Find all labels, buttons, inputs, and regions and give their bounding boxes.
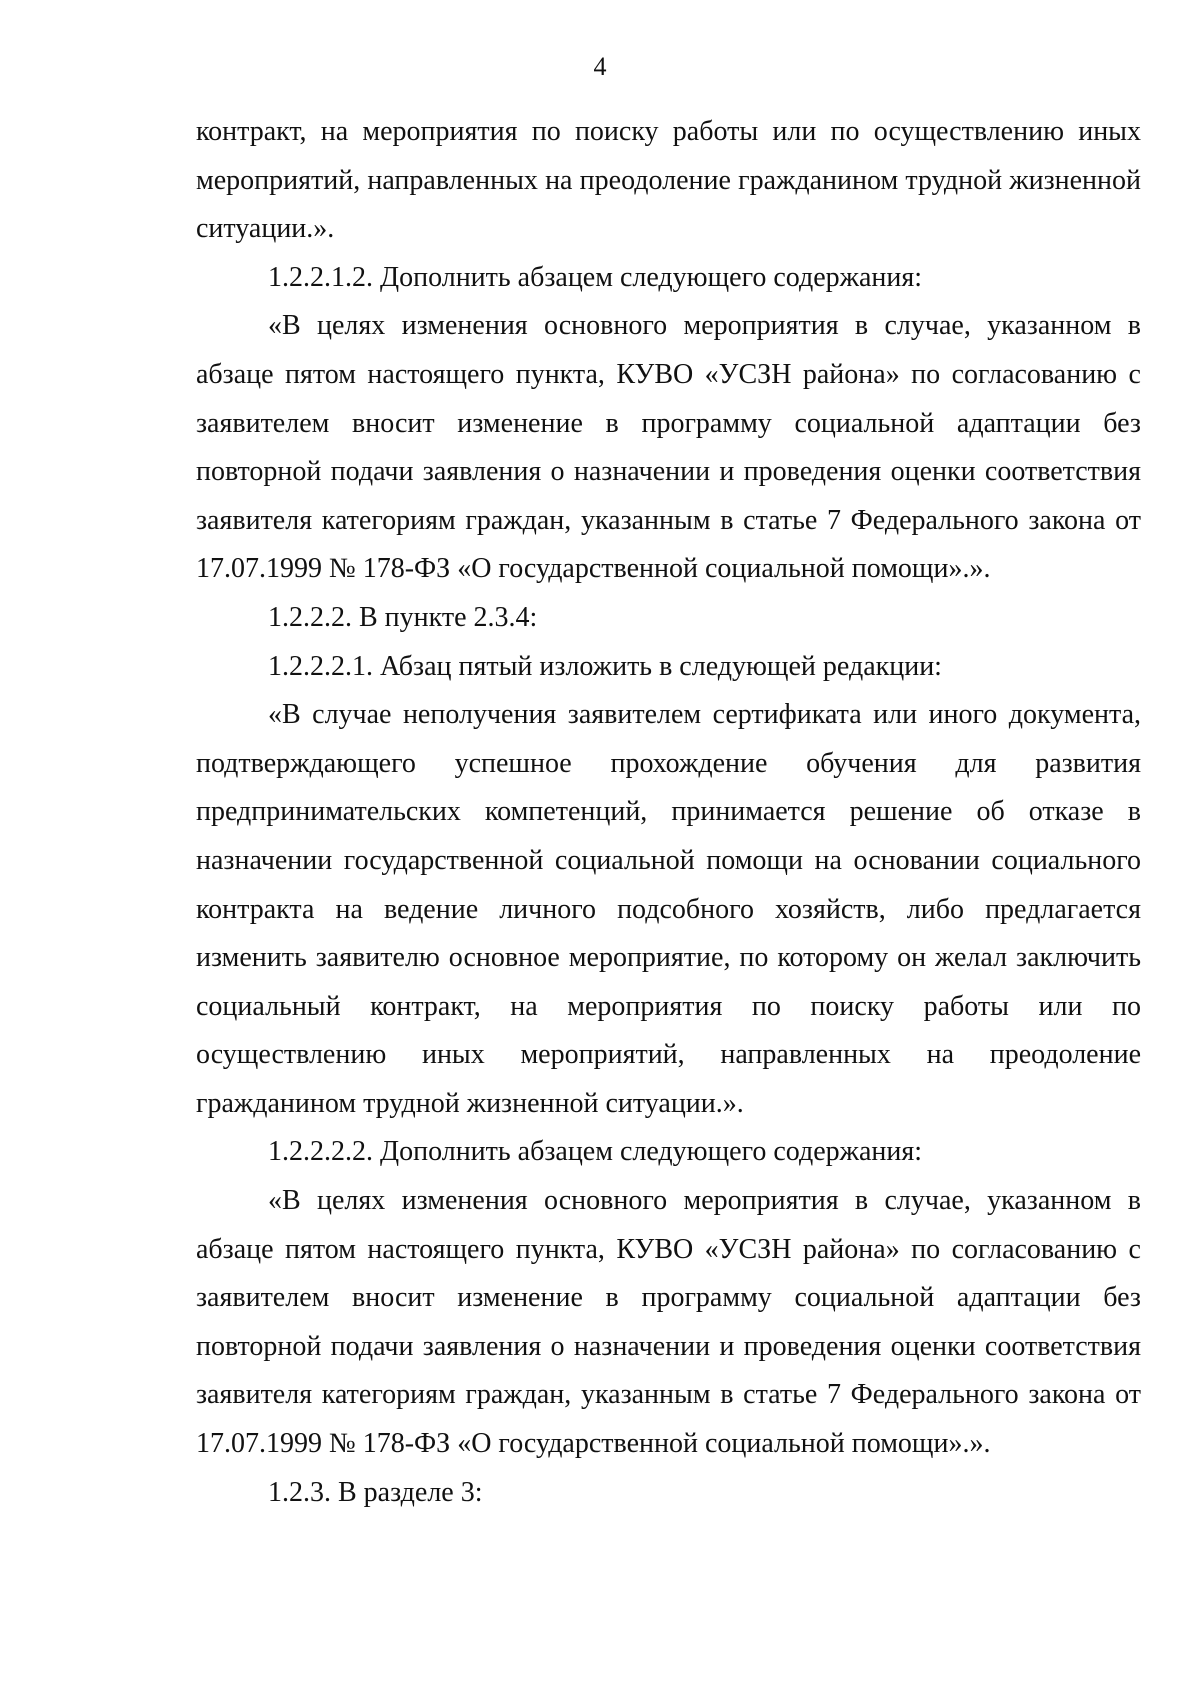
paragraph-new-edition-text: «В случае неполучения заявителем сертификата или иного документа, подтверждающего успешное прохождение обучения для развития предпринимательских компетенций, принимается решение об отказе в назначении государственной социальной помощи на основании социального контракта на ведение личного подсобного хозяйств, либо предлагается изменить заявителю основное мероприятие, по которому он желал заключить социальный контракт, на мероприятия по поиску работы или по осуществлению иных мероприятий, направленных на преодоление гражданином трудной жизненной ситуации.». xyxy=(196,699,1141,1119)
paragraph-continuation: контракт, на мероприятия по поиску работы или по осуществлению иных мероприятий, направленных на преодоление гражданином трудной жизненной ситуации.». xyxy=(196,116,1141,245)
paragraph-heading-1-2-2-2-2: 1.2.2.2.2. Дополнить абзацем следующего содержания: xyxy=(268,1136,923,1168)
paragraph-amendment-text-2: «В целях изменения основного мероприятия в случае, указанном в абзаце пятом настоящего пункта, КУВО «УСЗН района» по согласованию с заявителем вносит изменение в программу социальной адаптации без повторной подачи заявления о назначении и проведения оценки соответствия заявителя категориям граждан, указанным в статье 7 Федерального закона от 17.07.1999 № 178-ФЗ «О государственной социальной помощи».». xyxy=(196,1185,1141,1460)
paragraph-heading-1-2-2-1-2: 1.2.2.1.2. Дополнить абзацем следующего содержания: xyxy=(268,261,923,293)
document-body xyxy=(196,108,1141,1517)
paragraph-heading-1-2-2-2-1: 1.2.2.2.1. Абзац пятый изложить в следующей редакции: xyxy=(268,650,942,682)
paragraph-heading-1-2-3: 1.2.3. В разделе 3: xyxy=(268,1476,483,1508)
paragraph-heading-1-2-2-2: 1.2.2.2. В пункте 2.3.4: xyxy=(268,601,538,633)
page-number: 4 xyxy=(593,52,607,81)
paragraph-amendment-text: «В целях изменения основного мероприятия в случае, указанном в абзаце пятом настоящего пункта, КУВО «УСЗН района» по согласованию с заявителем вносит изменение в программу социальной адаптации без повторной подачи заявления о назначении и проведения оценки соответствия заявителя категориям граждан, указанным в статье 7 Федерального закона от 17.07.1999 № 178-ФЗ «О государственной социальной помощи».». xyxy=(196,310,1141,585)
